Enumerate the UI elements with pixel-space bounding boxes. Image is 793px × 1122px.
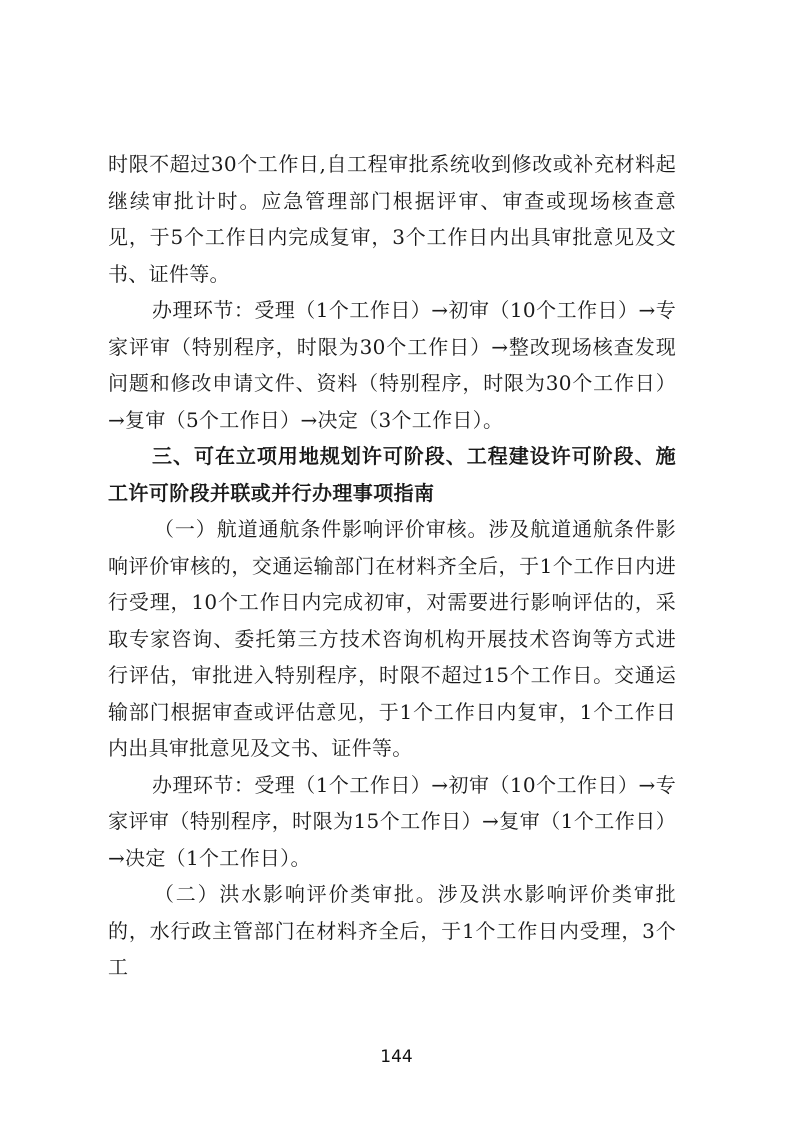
- body-text: [108, 146, 676, 986]
- paragraph-navigation-review: [108, 511, 676, 767]
- subsection-heading-1: （一）航道通航条件影响评价审核。: [154, 517, 489, 541]
- subsection-body-1: 涉及航道通航条件影响评价审核的，交通运输部门在材料齐全后，于1个工作日内进行受理，10个工作日内完成初审，对需要进行影响评估的，采取专家咨询、委托第三方技术咨询机构开展技术咨询等方式进行评估，审批进入特别程序，时限不超过15个工作日。交通运输部门根据审查或评估意见，于1个工作日内复审，1个工作日内出具审批意见及文书、证件等。: [108, 517, 676, 760]
- page-number: 144: [380, 1047, 413, 1067]
- paragraph-process-steps-1: 办理环节：受理（1个工作日）→初审（10个工作日）→专家评审（特别程序，时限为30个工作日）→整改现场核查发现问题和修改申请文件、资料（特别程序，时限为30个工作日）→复审（5个工作日）→决定（3个工作日）。: [108, 298, 676, 432]
- paragraph-flood-review: [108, 876, 676, 986]
- subsection-body-2: 涉及洪水影响评价类审批的，水行政主管部门在材料齐全后，于1个工作日内受理，3个工: [108, 882, 676, 979]
- paragraph-time-limit: 时限不超过30个工作日,自工程审批系统收到修改或补充材料起继续审批计时。应急管理部门根据评审、审查或现场核查意见，于5个工作日内完成复审，3个工作日内出具审批意见及文书、证件等。: [108, 152, 676, 286]
- subsection-heading-2: （二）洪水影响评价类审批。: [154, 882, 438, 906]
- section-heading-3: 三、可在立项用地规划许可阶段、工程建设许可阶段、施工许可阶段并联或并行办理事项指南: [108, 444, 676, 505]
- paragraph-process-steps-2: 办理环节：受理（1个工作日）→初审（10个工作日）→专家评审（特别程序，时限为15个工作日）→复审（1个工作日）→决定（1个工作日）。: [108, 772, 676, 870]
